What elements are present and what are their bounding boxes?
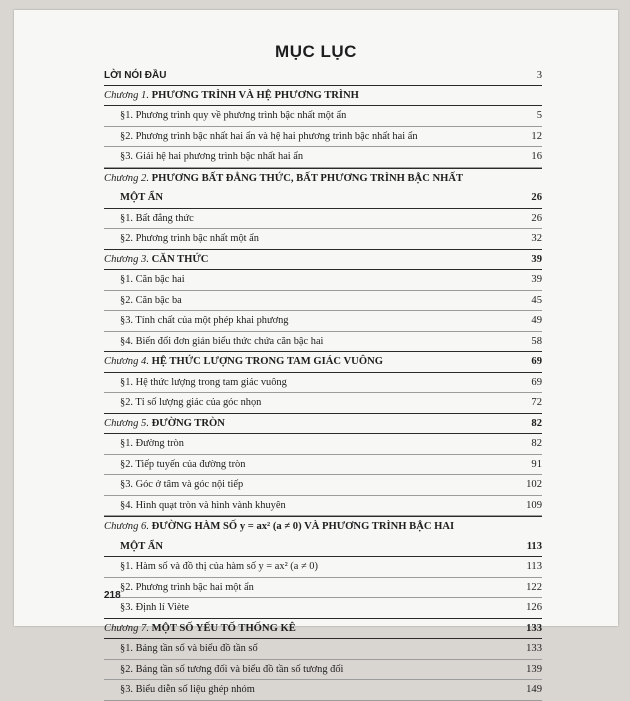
chapter-heading-text (104, 86, 359, 106)
toc-section-entry (104, 291, 542, 312)
chapter-heading-text (104, 414, 225, 434)
chapter-label: Chương 6. (104, 521, 149, 532)
section-page: 26 (531, 212, 542, 224)
toc-section-entry (104, 270, 542, 291)
toc-section-entry (104, 578, 542, 599)
section-title: §2. Phương trình bậc nhất một ẩn (120, 233, 259, 244)
section-title: §3. Tính chất của một phép khai phương (120, 315, 289, 326)
section-page: 109 (526, 499, 542, 511)
toc-chapter-heading (104, 619, 542, 640)
toc-chapter-heading (104, 516, 542, 537)
chapter-title: ĐƯỜNG TRÒN (151, 417, 225, 429)
chapter-label: Chương 4. (104, 356, 149, 367)
section-title: §3. Góc ở tâm và góc nội tiếp (120, 479, 244, 490)
toc-chapter-heading-continued (104, 537, 542, 558)
chapter-page: 69 (531, 356, 542, 367)
section-page: 45 (531, 294, 542, 306)
toc-section-entry (104, 660, 542, 681)
chapter-title: ĐƯỜNG HÀM SỐ y = ax² (a ≠ 0) VÀ PHƯƠNG TRÌNH BẬC HAI (151, 521, 455, 532)
chapter-title: MỘT SỐ YẾU TỐ THỐNG KÊ (151, 622, 296, 634)
section-page: 39 (531, 274, 542, 285)
toc-section-entry (104, 373, 542, 394)
chapter-heading-text (104, 517, 454, 537)
section-title: §2. Phương trình bậc hai một ẩn (120, 581, 254, 593)
toc-entry-text: LỜI NÓI ĐẦU (104, 70, 167, 81)
chapter-title: HỆ THỨC LƯỢNG TRONG TAM GIÁC VUÔNG (151, 356, 383, 367)
chapter-page: 39 (531, 253, 542, 265)
section-page: 32 (531, 233, 542, 244)
chapter-page: 26 (531, 192, 542, 203)
toc-section-entry (104, 106, 542, 127)
chapter-page: 133 (526, 622, 542, 634)
chapter-heading-text (104, 250, 208, 270)
section-page: 5 (536, 110, 542, 121)
section-title: §2. Phương trình bậc nhất hai ẩn và hệ hai phương trình bậc nhất hai ẩn (120, 130, 418, 142)
table-of-contents (104, 66, 542, 701)
section-page: 82 (531, 438, 542, 449)
chapter-label: Chương 3. (104, 253, 149, 265)
toc-section-entry (104, 434, 542, 455)
section-page: 58 (531, 335, 542, 347)
toc-section-entry (104, 229, 542, 250)
section-title: §4. Biến đổi đơn giản biểu thức chứa căn bậc hai (120, 335, 324, 347)
toc-section-entry (104, 455, 542, 476)
chapter-label: Chương 2. (104, 172, 149, 184)
section-title: §2. Bảng tần số tương đối và biểu đồ tần số tương đối (120, 663, 344, 675)
section-title: §2. Tỉ số lượng giác của góc nhọn (120, 397, 262, 408)
page-number: 218 (104, 590, 121, 601)
toc-entry-page: 3 (536, 70, 542, 81)
chapter-heading-text (104, 169, 463, 189)
section-page: 69 (531, 376, 542, 388)
toc-section-entry (104, 496, 542, 517)
section-page: 72 (531, 397, 542, 408)
chapter-title: PHƯƠNG TRÌNH VÀ HỆ PHƯƠNG TRÌNH (151, 89, 359, 101)
section-title: §2. Tiếp tuyến của đường tròn (120, 458, 246, 470)
section-title: §1. Phương trình quy về phương trình bậc nhất một ẩn (120, 110, 347, 121)
toc-section-entry (104, 147, 542, 168)
section-title: §1. Đường tròn (120, 438, 184, 449)
toc-section-entry (104, 393, 542, 414)
toc-section-entry (104, 127, 542, 148)
section-title: §4. Hình quạt tròn và hình vành khuyên (120, 499, 286, 511)
chapter-title-continued: MỘT ẨN (120, 192, 164, 203)
chapter-label: Chương 7. (104, 622, 149, 634)
toc-section-entry (104, 209, 542, 230)
toc-chapter-heading (104, 352, 542, 373)
chapter-title-continued: MỘT ẨN (120, 540, 164, 552)
toc-chapter-heading (104, 250, 542, 271)
toc-chapter-heading-continued (104, 188, 542, 209)
section-page: 149 (526, 684, 542, 695)
section-title: §2. Căn bậc ba (120, 294, 182, 306)
page-title: MỤC LỤC (275, 42, 357, 61)
chapter-label: Chương 5. (104, 417, 149, 429)
section-page: 12 (531, 130, 542, 142)
section-page: 133 (526, 643, 542, 654)
chapter-label: Chương 1. (104, 89, 149, 101)
chapter-title: PHƯƠNG BẤT ĐẲNG THỨC, BẤT PHƯƠNG TRÌNH BẬC NHẤT (151, 172, 464, 184)
book-page (14, 10, 618, 695)
section-title: §3. Biểu diễn số liệu ghép nhóm (120, 684, 255, 695)
toc-chapter-heading (104, 168, 542, 189)
toc-section-entry (104, 311, 542, 332)
section-title: §3. Định lí Viète (120, 602, 190, 613)
toc-chapter-heading (104, 86, 542, 107)
section-title: §1. Căn bậc hai (120, 274, 185, 285)
toc-section-entry (104, 680, 542, 701)
section-page: 91 (531, 458, 542, 470)
chapter-page: 113 (526, 540, 542, 552)
toc-section-entry (104, 475, 542, 496)
section-title: §1. Bất đẳng thức (120, 212, 194, 224)
chapter-heading-text (104, 619, 296, 639)
toc-section-entry (104, 639, 542, 660)
section-title: §1. Hệ thức lượng trong tam giác vuông (120, 376, 287, 388)
section-page: 139 (526, 663, 542, 675)
section-title: §1. Bảng tần số và biểu đồ tần số (120, 643, 258, 654)
chapter-heading-text (104, 352, 383, 372)
section-page: 16 (531, 151, 542, 162)
section-page: 126 (526, 602, 542, 613)
section-page: 122 (526, 581, 542, 593)
chapter-page: 82 (531, 417, 542, 429)
section-page: 102 (526, 479, 542, 490)
section-page: 113 (526, 561, 542, 572)
toc-section-entry (104, 557, 542, 578)
toc-section-entry (104, 598, 542, 619)
section-page: 49 (531, 315, 542, 326)
toc-chapter-heading (104, 414, 542, 435)
section-title: §1. Hàm số và đồ thị của hàm số y = ax² (a ≠ 0) (120, 561, 318, 572)
chapter-title: CĂN THỨC (151, 253, 209, 265)
section-title: §3. Giải hệ hai phương trình bậc nhất hai ẩn (120, 151, 304, 162)
toc-front-matter (104, 66, 542, 86)
toc-section-entry (104, 332, 542, 353)
